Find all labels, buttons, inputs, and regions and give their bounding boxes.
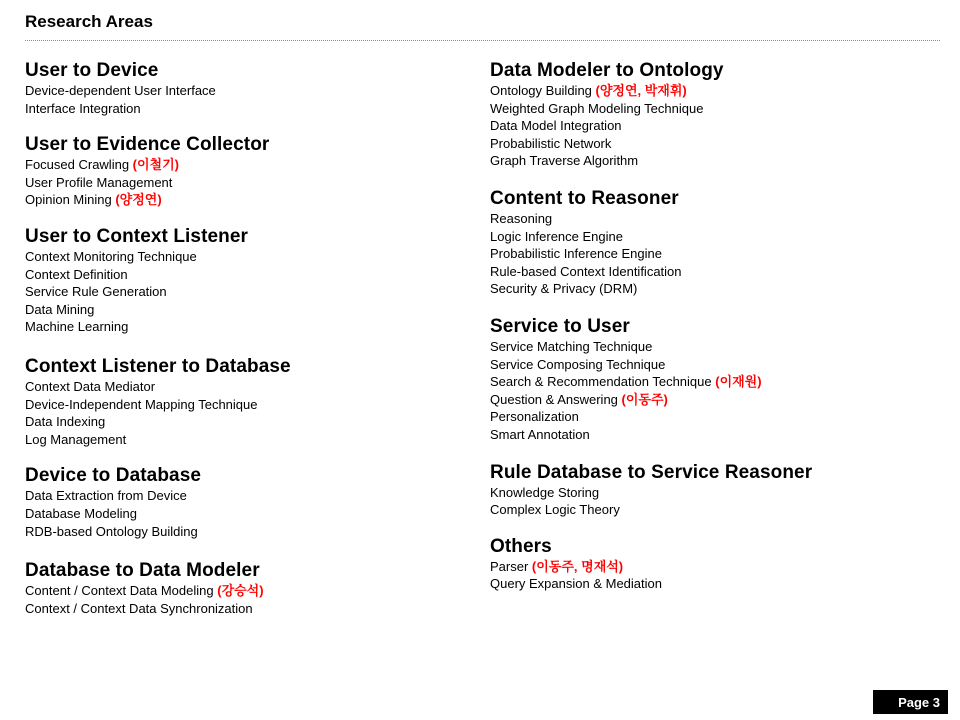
section-title: User to Evidence Collector [25, 134, 270, 156]
list-item [490, 426, 940, 444]
list-item [490, 484, 940, 502]
assignee-note: (이철기) [132, 157, 179, 173]
list-item [25, 487, 465, 505]
list-item [490, 558, 940, 576]
item-text: Data Extraction from Device [25, 488, 187, 504]
list-item [490, 152, 940, 170]
section-title: Device to Database [25, 465, 202, 487]
list-item [25, 191, 465, 209]
section-content-to-reasoner [490, 188, 940, 298]
item-text: Data Mining [25, 301, 95, 317]
item-text: Weighted Graph Modeling Technique [490, 100, 704, 116]
list-item [490, 575, 940, 593]
list-item [490, 100, 940, 118]
list-item [490, 263, 940, 281]
list-item [25, 582, 465, 600]
item-text: Service Composing Technique [490, 356, 666, 372]
section-title: Data Modeler to Ontology [490, 60, 724, 81]
list-item [25, 283, 465, 301]
list-item [25, 82, 465, 100]
item-text: Context / Context Data Synchronization [25, 600, 253, 616]
item-text: Graph Traverse Algorithm [490, 153, 639, 169]
list-item [25, 396, 465, 414]
item-text: Rule-based Context Identification [490, 263, 682, 279]
list-item [25, 431, 465, 449]
item-text: Device-dependent User Interface [25, 83, 216, 98]
item-text: Personalization [490, 409, 579, 425]
list-item [25, 174, 465, 192]
left-column [25, 60, 465, 617]
list-item [25, 600, 465, 618]
right-column [490, 60, 940, 593]
list-item [25, 505, 465, 523]
item-text: Search & Recommendation Technique [490, 374, 716, 390]
list-item [25, 266, 465, 284]
assignee-note: (양정연) [115, 192, 162, 208]
item-text: Opinion Mining [25, 192, 116, 208]
page-number-label: Page 3 [898, 694, 940, 710]
list-item [490, 135, 940, 153]
item-text: Question & Answering [490, 391, 622, 407]
list-item [490, 501, 940, 519]
item-text: Smart Annotation [490, 426, 590, 442]
section-title: User to Device [25, 60, 159, 81]
item-text: Service Rule Generation [25, 284, 167, 300]
list-item [490, 82, 940, 100]
section-title: Content to Reasoner [490, 187, 679, 209]
item-text: User Profile Management [25, 174, 173, 190]
item-text: Context Data Mediator [25, 378, 156, 394]
list-item [25, 301, 465, 319]
list-item [490, 373, 940, 391]
assignee-note: (이재원) [715, 374, 762, 390]
list-item [25, 156, 465, 174]
item-text: Knowledge Storing [490, 484, 600, 500]
section-title: Rule Database to Service Reasoner [490, 461, 813, 483]
list-item [490, 280, 940, 298]
list-item [490, 228, 940, 246]
item-text: Context Definition [25, 266, 128, 282]
list-item [490, 245, 940, 263]
page-number-badge [873, 690, 948, 714]
item-text: Ontology Building [490, 83, 596, 98]
item-text: Content / Context Data Modeling [25, 583, 218, 599]
page-title: Research Areas [25, 12, 153, 31]
section-title: Database to Data Modeler [25, 560, 260, 582]
section-database-to-data-modeler [25, 560, 465, 617]
section-user-to-context-listener [25, 226, 465, 336]
item-text: Reasoning [490, 210, 553, 226]
assignee-note: (이동주) [621, 391, 668, 407]
item-text: Interface Integration [25, 100, 141, 116]
list-item [490, 356, 940, 374]
item-text: Probabilistic Network [490, 135, 612, 151]
list-item [490, 210, 940, 228]
list-item [490, 117, 940, 135]
list-item [490, 408, 940, 426]
header-divider [25, 40, 940, 41]
list-item [25, 100, 465, 118]
item-text: Service Matching Technique [490, 338, 653, 354]
list-item [25, 413, 465, 431]
list-item [25, 523, 465, 541]
item-text: Log Management [25, 431, 127, 447]
item-text: Parser [490, 558, 532, 574]
section-device-to-database [25, 465, 465, 540]
list-item [25, 318, 465, 336]
assignee-note: (강승석) [217, 583, 264, 599]
item-text: Complex Logic Theory [490, 502, 620, 518]
list-item [490, 338, 940, 356]
item-text: RDB-based Ontology Building [25, 523, 198, 539]
section-service-to-user [490, 316, 940, 444]
section-user-to-evidence-collector [25, 134, 465, 209]
section-title: User to Context Listener [25, 225, 249, 247]
section-title: Context Listener to Database [25, 355, 291, 377]
item-text: Context Monitoring Technique [25, 248, 197, 264]
section-user-to-device [25, 60, 465, 117]
item-text: Database Modeling [25, 505, 138, 521]
section-title: Service to User [490, 315, 630, 337]
assignee-note: (양정연, 박재휘) [595, 83, 687, 98]
list-item [490, 391, 940, 409]
item-text: Device-Independent Mapping Technique [25, 396, 258, 412]
item-text: Query Expansion & Mediation [490, 576, 662, 592]
item-text: Data Model Integration [490, 118, 622, 134]
section-rule-database-to-service-reasoner [490, 462, 940, 519]
item-text: Data Indexing [25, 414, 106, 430]
item-text: Machine Learning [25, 319, 129, 335]
section-others [490, 536, 940, 593]
assignee-note: (이동주, 명재석) [531, 558, 624, 574]
list-item [25, 378, 465, 396]
section-context-listener-to-database [25, 356, 465, 448]
item-text: Probabilistic Inference Engine [490, 246, 662, 262]
list-item [25, 248, 465, 266]
item-text: Focused Crawling [25, 157, 133, 173]
item-text: Security & Privacy (DRM) [490, 281, 638, 297]
section-data-modeler-to-ontology [490, 60, 940, 170]
section-title: Others [490, 535, 552, 557]
item-text: Logic Inference Engine [490, 228, 623, 244]
